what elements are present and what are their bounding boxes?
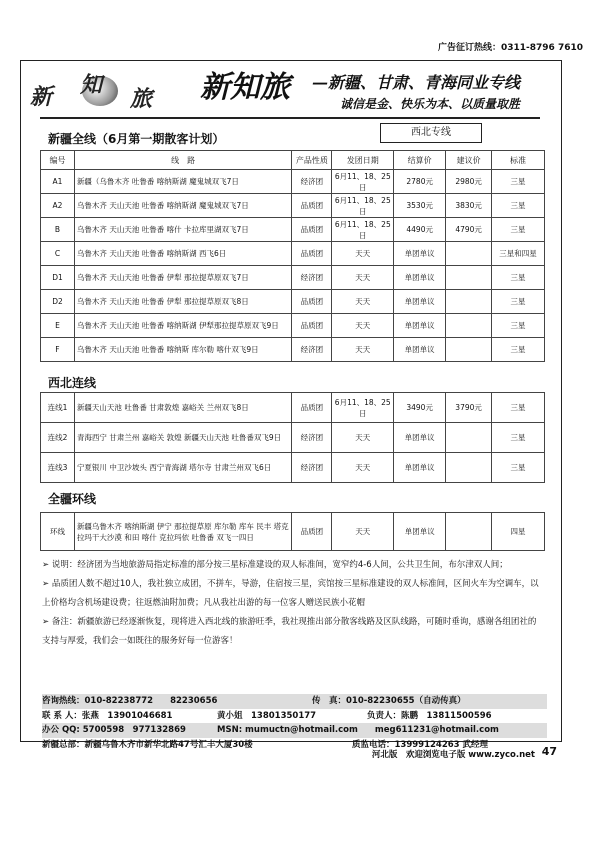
contact-hotline: 咨询热线：010-82238772 82230656: [42, 696, 218, 706]
route-name: 乌鲁木齐 天山天池 吐鲁番 喀纳斯湖 伊犁那拉提草原双飞9日: [74, 314, 291, 338]
route-name: 新疆乌鲁木齐 喀纳斯湖 伊宁 那拉提草原 库尔勒 库车 民丰 塔克拉玛干大沙漠 和田 喀什 克拉玛依 吐鲁番 双飞一四日: [74, 513, 292, 551]
settle-price: 单团单议: [394, 513, 446, 551]
suggest-price: [446, 423, 492, 453]
route-id: A1: [41, 170, 75, 194]
settle-price: 3530元: [394, 194, 446, 218]
table-row: [41, 338, 545, 362]
col-header: 发团日期: [332, 151, 394, 170]
col-header: 产品性质: [292, 151, 332, 170]
contact-row: [42, 723, 547, 738]
settle-price: 单团单议: [394, 242, 446, 266]
table-row: [41, 242, 545, 266]
standard: 三星: [492, 194, 545, 218]
standard: 三星: [492, 314, 545, 338]
settle-price: 3490元: [394, 393, 446, 423]
route-name: 乌鲁木齐 天山天池 吐鲁番 喀纳斯湖 魔鬼城双飞7日: [74, 194, 291, 218]
table-row: [41, 314, 545, 338]
product-type: 经济团: [292, 338, 332, 362]
suggest-price: 4790元: [446, 218, 492, 242]
table-row: [41, 266, 545, 290]
route-id: E: [41, 314, 75, 338]
product-type: 品质团: [292, 218, 332, 242]
logo-char-1: 新: [30, 84, 53, 110]
logo-char-2: 知: [80, 72, 103, 98]
notes: [42, 556, 542, 651]
settle-price: 单团单议: [394, 314, 446, 338]
footer-text: 河北版 欢迎浏览电子版 www.zyco.net: [371, 750, 535, 760]
suggest-price: [446, 266, 492, 290]
route-id: B: [41, 218, 75, 242]
departure-date: 天天: [332, 423, 394, 453]
note-text: 说明：经济团为当地旅游局指定标准的部分按三星标准建设的双人标准间，宽窄约4-6人间，公共卫生间，布尔津双人间；: [51, 560, 508, 570]
contact-quality: 质监电话：13999124263 武经理: [352, 739, 489, 750]
table-row: [41, 513, 545, 551]
table-row: [41, 423, 545, 453]
standard: 三星: [492, 338, 545, 362]
note-text: 备注：新疆旅游已经逐渐恢复，现将进入西北线的旅游旺季，我社现推出部分散客线路及区队线路，可随时垂询，感谢各组团社的支持与厚爱，我们会一如既往的服务好每一位游客！: [42, 617, 537, 646]
departure-date: 6月11、18、25日: [332, 393, 394, 423]
suggest-price: 2980元: [446, 170, 492, 194]
table-row: [41, 290, 545, 314]
settle-price: 单团单议: [394, 453, 446, 483]
departure-date: 天天: [332, 266, 394, 290]
contact-row: [42, 709, 547, 724]
slogan-sub: 诚信是金、快乐为本、以质量取胜: [340, 97, 521, 111]
route-id: 连线2: [41, 423, 75, 453]
arrow-icon: ➢: [42, 617, 52, 627]
route-name: 乌鲁木齐 天山天池 吐鲁番 喀纳斯湖 西飞6日: [74, 242, 291, 266]
departure-date: 天天: [332, 314, 394, 338]
route-name: 乌鲁木齐 天山天池 吐鲁番 喀什 卡拉库里湖双飞7日: [74, 218, 291, 242]
xinjiang-title: 新疆全线（6月第一期散客计划）: [48, 132, 225, 146]
route-id: C: [41, 242, 75, 266]
xinjiang-table: [40, 150, 545, 362]
arrow-icon: ➢: [42, 579, 52, 589]
settle-price: 单团单议: [394, 266, 446, 290]
suggest-price: 3830元: [446, 194, 492, 218]
suggest-price: [446, 513, 492, 551]
contact-fax: 传 真：010-82230655（自动传真）: [312, 696, 466, 706]
northwest-table: [40, 392, 545, 483]
logo: [30, 68, 170, 114]
contact-person-2: 黄小姐 13801350177: [217, 710, 317, 721]
slogan-main: —新疆、甘肃、青海同业专线: [312, 73, 521, 92]
settle-price: 2780元: [394, 170, 446, 194]
departure-date: 天天: [332, 453, 394, 483]
col-header: 建议价: [446, 151, 492, 170]
product-type: 经济团: [292, 266, 332, 290]
standard: 四星: [492, 513, 545, 551]
route-name: 宁夏银川 中卫沙坡头 西宁青海湖 塔尔寺 甘肃兰州双飞6日: [74, 453, 291, 483]
suggest-price: [446, 314, 492, 338]
contact-hq: 新疆总部：新疆乌鲁木齐市新华北路47号汇丰大厦30楼: [42, 739, 253, 750]
header-divider: [40, 117, 540, 119]
logo-char-3: 旅: [130, 86, 153, 112]
standard: 三星: [492, 290, 545, 314]
departure-date: 天天: [332, 290, 394, 314]
route-name: 新疆天山天池 吐鲁番 甘肃敦煌 嘉峪关 兰州双飞8日: [74, 393, 291, 423]
route-name: 青海西宁 甘肃兰州 嘉峪关 敦煌 新疆天山天池 吐鲁番双飞9日: [74, 423, 291, 453]
product-type: 品质团: [292, 513, 332, 551]
product-type: 经济团: [292, 170, 332, 194]
product-type: 经济团: [292, 453, 332, 483]
departure-date: 天天: [332, 338, 394, 362]
standard: 三星: [492, 170, 545, 194]
route-name: 乌鲁木齐 天山天池 吐鲁番 喀纳斯 库尔勒 喀什双飞9日: [74, 338, 291, 362]
route-id: A2: [41, 194, 75, 218]
route-name: 乌鲁木齐 天山天池 吐鲁番 伊犁 那拉提草原双飞7日: [74, 266, 291, 290]
suggest-price: [446, 453, 492, 483]
northwest-title: 西北连线: [48, 376, 97, 390]
note-item: [42, 613, 542, 651]
route-name: 乌鲁木齐 天山天池 吐鲁番 伊犁 那拉提草原双飞8日: [74, 290, 291, 314]
contact-row: [42, 694, 547, 709]
route-id: 连线1: [41, 393, 75, 423]
product-type: 品质团: [292, 393, 332, 423]
col-header: 线 路: [74, 151, 291, 170]
contact-manager: 负责人：陈鹏 13811500596: [367, 710, 492, 721]
departure-date: 天天: [332, 242, 394, 266]
route-name: 新疆（乌鲁木齐 吐鲁番 喀纳斯湖 魔鬼城双飞7日: [74, 170, 291, 194]
suggest-price: [446, 338, 492, 362]
ad-hotline: 广告征订热线：0311-8796 7610: [437, 43, 583, 53]
standard: 三星: [492, 218, 545, 242]
contact-msn: MSN: mumuctn@hotmail.com meg611231@hotmail.com: [217, 725, 499, 735]
settle-price: 单团单议: [394, 290, 446, 314]
product-type: 品质团: [292, 290, 332, 314]
table-header-row: [41, 151, 545, 170]
standard: 三星: [492, 453, 545, 483]
standard: 三星和四星: [492, 242, 545, 266]
route-id: F: [41, 338, 75, 362]
table-row: [41, 194, 545, 218]
product-type: 品质团: [292, 314, 332, 338]
northwest-tab: 西北专线: [380, 123, 482, 143]
contact-qq: 办公 QQ: 5700598 977132869: [42, 725, 186, 735]
product-type: 经济团: [292, 423, 332, 453]
suggest-price: 3790元: [446, 393, 492, 423]
settle-price: 单团单议: [394, 338, 446, 362]
col-header: 标准: [492, 151, 545, 170]
departure-date: 6月11、18、25日: [332, 194, 394, 218]
departure-date: 6月11、18、25日: [332, 218, 394, 242]
route-id: 环线: [41, 513, 75, 551]
table-row: [41, 170, 545, 194]
page-number: 47: [541, 745, 557, 758]
product-type: 品质团: [292, 194, 332, 218]
table-row: [41, 453, 545, 483]
standard: 三星: [492, 423, 545, 453]
standard: 三星: [492, 393, 545, 423]
route-id: 连线3: [41, 453, 75, 483]
settle-price: 单团单议: [394, 423, 446, 453]
settle-price: 4490元: [394, 218, 446, 242]
product-type: 品质团: [292, 242, 332, 266]
col-header: 编号: [41, 151, 75, 170]
note-item: [42, 575, 542, 613]
note-item: [42, 556, 542, 575]
col-header: 结算价: [394, 151, 446, 170]
table-row: [41, 218, 545, 242]
route-id: D2: [41, 290, 75, 314]
suggest-price: [446, 242, 492, 266]
standard: 三星: [492, 266, 545, 290]
contact-person-1: 联 系 人：张燕 13901046681: [42, 710, 173, 721]
arrow-icon: ➢: [42, 560, 52, 570]
loop-table: [40, 512, 545, 551]
table-row: [41, 393, 545, 423]
brand-title: 新知旅: [200, 70, 290, 105]
route-id: D1: [41, 266, 75, 290]
departure-date: 6月11、18、25日: [332, 170, 394, 194]
note-text: 品质团人数不超过10人，我社独立成团，不拼车，导游，住宿按三星，宾馆按三星标准建设的双人标准间，区间火车为空调车，以上价格均含机场建设费；往返燃油附加费；凡从我社出游的每一位客人赠送民族小花帽: [42, 579, 539, 608]
suggest-price: [446, 290, 492, 314]
contact-block: [42, 694, 547, 752]
departure-date: 天天: [332, 513, 394, 551]
loop-title: 全疆环线: [48, 492, 97, 506]
